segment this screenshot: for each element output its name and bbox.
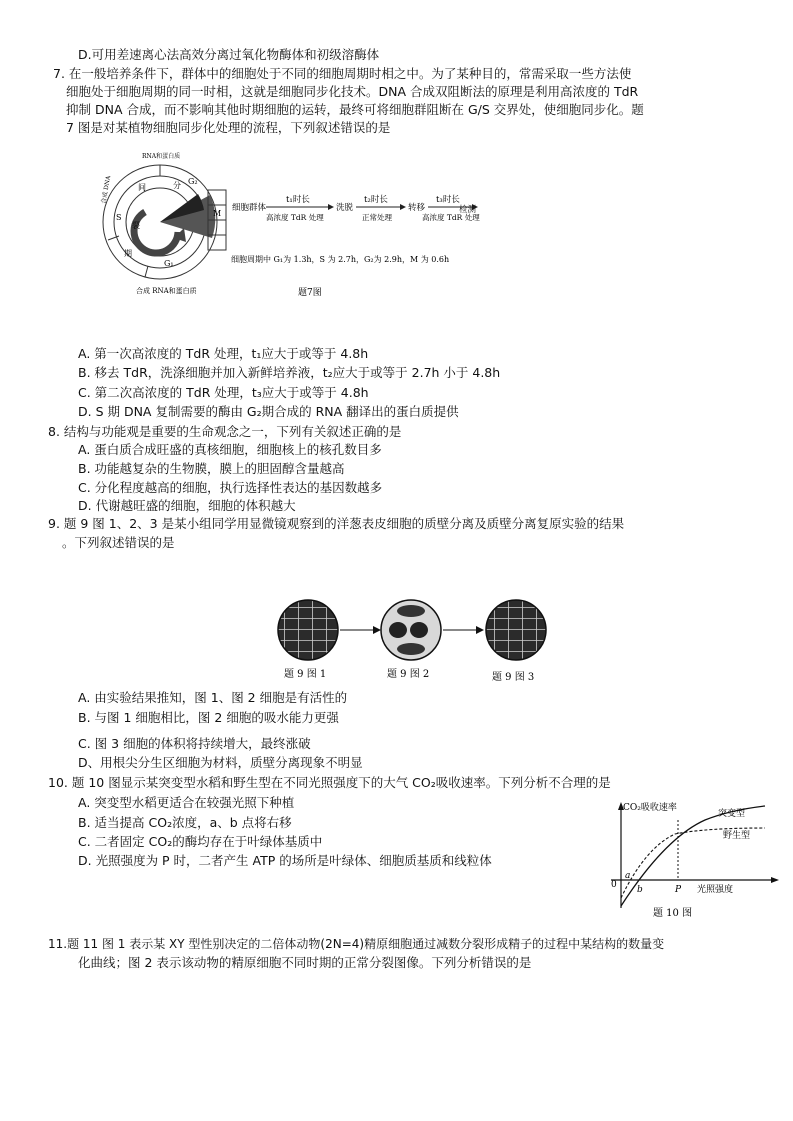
chart-origin: 0	[611, 880, 617, 890]
q9-caption-3: 题 9 图 3	[492, 672, 535, 683]
micrograph-3	[486, 600, 546, 660]
flow-wash: 洗脱	[336, 203, 354, 213]
legend-wildtype: 野生型	[723, 831, 751, 841]
legend-mutant: 突变型	[718, 809, 746, 819]
q8-option-d: D. 代谢越旺盛的细胞，细胞的体积越大	[78, 498, 296, 513]
flow-tdr-1: 高浓度 TdR 处理	[266, 213, 324, 222]
q6-option-d: D.可用差速离心法高效分离过氧化物酶体和初级溶酶体	[78, 47, 380, 62]
treatment-flow	[232, 194, 480, 222]
flow-cell-population: 细胞群体	[232, 203, 267, 213]
wheel-label-qi: 期	[124, 249, 132, 258]
q10-option-c: C. 二者固定 CO₂的酶均存在于叶绿体基质中	[78, 834, 323, 849]
q10-option-a: A. 突变型水稻更适合在较强光照下种植	[78, 795, 295, 810]
q10-stem: 10. 题 10 图显示某突变型水稻和野生型在不同光照强度下的大气 CO₂吸收速率。下列分析不合理的是	[48, 775, 611, 790]
wheel-label-top: RNA和蛋白质	[142, 153, 181, 160]
point-b: b	[637, 885, 643, 895]
q11-stem-line-1: 11.题 11 图 1 表示某 XY 型性别决定的二倍体动物(2N=4)精原细胞通过减数分裂形成精子的过程中某结构的数量变	[48, 937, 665, 951]
q9-figure	[270, 596, 560, 686]
q10-option-d: D. 光照强度为 P 时，二者产生 ATP 的场所是叶绿体、细胞质基质和线粒体	[78, 853, 492, 868]
point-a: a	[625, 871, 631, 881]
chart-ylabel: CO₂吸收速率	[623, 803, 677, 813]
q9-stem-line-1: 9. 题 9 图 1、2、3 是某小组同学用显微镜观察到的洋葱表皮细胞的质壁分离及质壁分离复原实验的结果	[48, 516, 625, 531]
q9-option-b: B. 与图 1 细胞相比，图 2 细胞的吸水能力更强	[78, 710, 339, 725]
flow-t2: t₂时长	[364, 195, 388, 205]
q7-option-a: A. 第一次高浓度的 TdR 处理，t₁应大于或等于 4.8h	[78, 346, 369, 361]
q9-option-c: C. 图 3 细胞的体积将持续增大，最终涨破	[78, 736, 311, 751]
wheel-label-bottom: 合成 RNA和蛋白质	[136, 287, 197, 295]
wheel-label-g1: G₁	[164, 259, 174, 268]
wheel-label-fen: 分	[173, 181, 181, 190]
q8-option-b: B. 功能越复杂的生物膜，膜上的胆固醇含量越高	[78, 461, 345, 476]
wheel-label-jian: 间	[138, 183, 146, 192]
chart-xlabel: 光照强度	[697, 885, 734, 895]
q7-stem-line-1: 7. 在一般培养条件下，群体中的细胞处于不同的细胞周期时相之中。为了某种目的，常需采取一些方法使	[53, 66, 632, 81]
flow-detect: 检测	[459, 205, 477, 215]
q9-caption-2: 题 9 图 2	[387, 669, 430, 680]
flow-tdr-2: 高浓度 TdR 处理	[422, 213, 480, 222]
q7-stem-line-2: 细胞处于细胞周期的同一时相，这就是细胞同步化技术。DNA 合成双阻断法的原理是利用高浓度的 TdR	[66, 84, 639, 99]
wheel-label-m: M	[213, 209, 222, 218]
q10-caption: 题 10 图	[653, 908, 693, 919]
wheel-label-lie: 裂	[132, 221, 140, 230]
q9-option-a: A. 由实验结果推知，图 1、图 2 细胞是有活性的	[78, 690, 348, 705]
phase-durations: 细胞周期中 G₁为 1.3h，S 为 2.7h，G₂为 2.9h，M 为 0.6h	[231, 255, 450, 264]
micrograph-1	[278, 600, 338, 660]
q8-option-a: A. 蛋白质合成旺盛的真核细胞，细胞核上的核孔数目多	[78, 442, 382, 457]
cell-cycle-wheel	[100, 152, 226, 295]
q7-stem-line-3: 抑制 DNA 合成，而不影响其他时期细胞的运转，最终可将细胞群阻断在 G/S 交界处，使细胞同步化。题	[66, 102, 644, 117]
q9-option-d: D、用根尖分生区细胞为材料，质壁分离现象不明显	[78, 755, 363, 770]
q9-caption-1: 题 9 图 1	[284, 669, 327, 680]
flow-t1: t₁时长	[286, 195, 310, 205]
micrograph-2	[381, 600, 441, 660]
q10-chart	[605, 798, 785, 923]
q8-option-c: C. 分化程度越高的细胞，执行选择性表达的基因数越多	[78, 480, 383, 495]
wheel-label-dna: 合成 DNA	[100, 175, 113, 205]
q7-option-c: C. 第二次高浓度的 TdR 处理，t₃应大于或等于 4.8h	[78, 385, 369, 400]
wheel-label-g2: G₂	[188, 177, 198, 186]
wheel-label-s: S	[116, 213, 122, 222]
point-p: P	[675, 885, 682, 895]
q7-figure	[100, 150, 485, 310]
q11-stem-line-2: 化曲线；图 2 表示该动物的精原细胞不同时期的正常分裂图像。下列分析错误的是	[78, 955, 532, 970]
q10-option-b: B. 适当提高 CO₂浓度，a、b 点将右移	[78, 815, 292, 830]
q7-figure-caption: 题7图	[298, 288, 322, 298]
flow-t3: t₃时长	[436, 195, 460, 205]
q7-option-b: B. 移去 TdR，洗涤细胞并加入新鲜培养液，t₂应大于或等于 2.7h 小于 4.8h	[78, 365, 501, 380]
q7-stem-line-4: 7 图是对某植物细胞同步化处理的流程，下列叙述错误的是	[66, 120, 391, 135]
q9-stem-line-2: 。下列叙述错误的是	[62, 535, 175, 550]
q8-stem: 8. 结构与功能观是重要的生命观念之一，下列有关叙述正确的是	[48, 424, 402, 439]
flow-normal: 正常处理	[362, 213, 392, 222]
flow-transfer: 转移	[408, 203, 426, 213]
q7-option-d: D. S 期 DNA 复制需要的酶由 G₂期合成的 RNA 翻译出的蛋白质提供	[78, 404, 459, 419]
